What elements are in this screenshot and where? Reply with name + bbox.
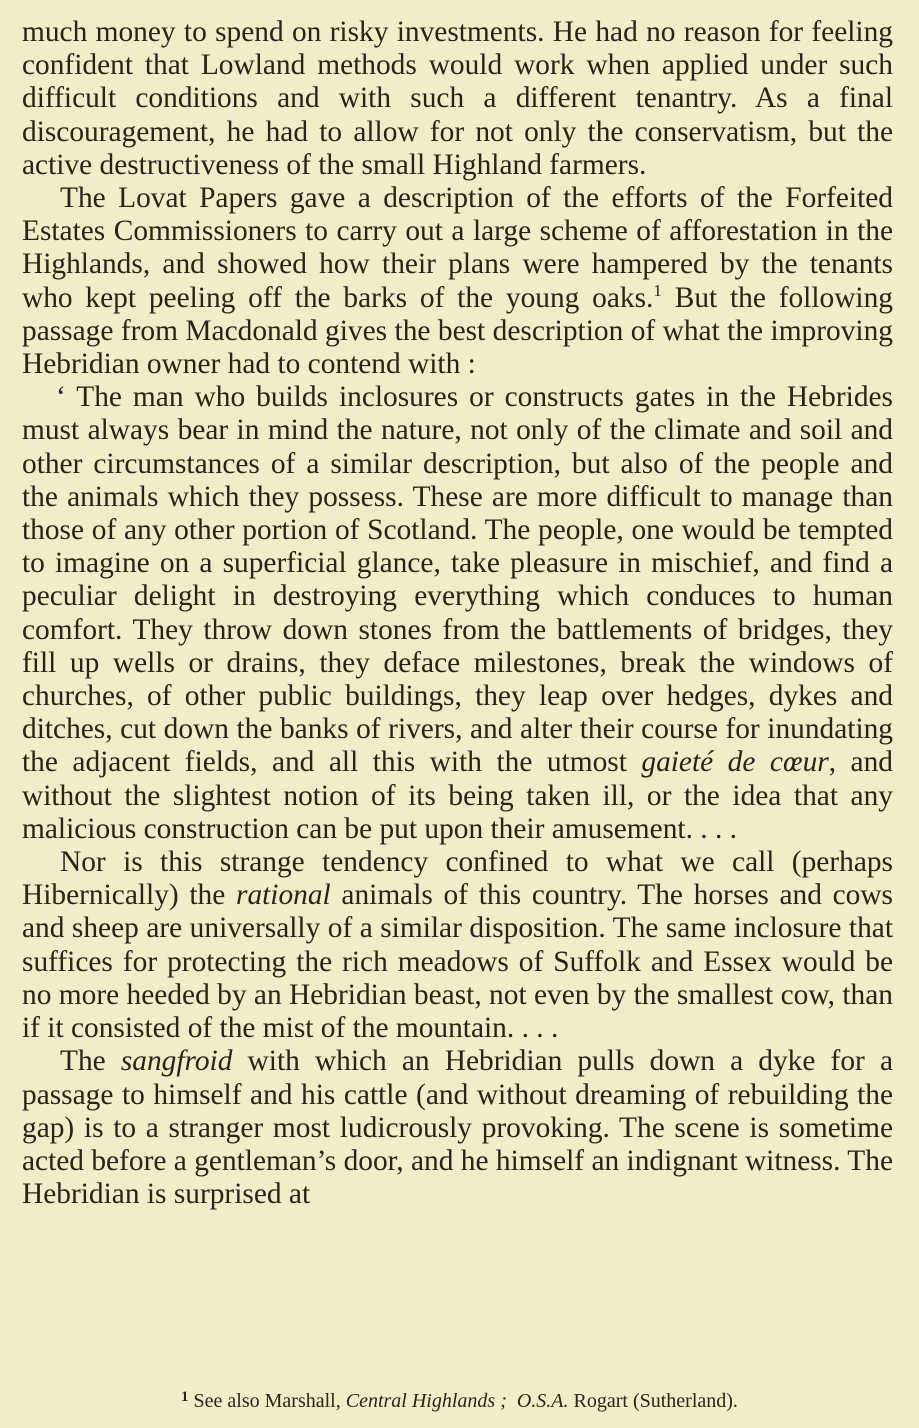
quotation-paragraph-2-text-a: Nor is this strange tendency confined to what we call (perhaps Hibernically) the bbox=[22, 846, 893, 912]
quotation-paragraph-2 bbox=[22, 846, 893, 1045]
footnote-text-a: See also Marshall, bbox=[188, 1390, 346, 1412]
paragraph-2-text-a: The Lovat Papers gave a description of the efforts of the Forfeited Estates Commissioners to carry out a large scheme of afforestation in the Highlands, and showed how their plans were hampered by the tenants who kept peeling off the barks of the young oaks. bbox=[22, 182, 893, 314]
italic-word-sangfroid: sangfroid bbox=[120, 1045, 233, 1078]
footnote-mark: 1 bbox=[181, 1389, 189, 1405]
footnote-text-c: Rogart (Sutherland). bbox=[568, 1390, 738, 1412]
italic-word-rational: rational bbox=[236, 879, 331, 912]
paragraph-1-text: much money to spend on risky investments. He had no reason for feeling confident that Lowland methods would work when applied under such difficult conditions and with such a different tenantry. As a final discouragement, he had to allow for not only the conservatism, but the active destructiveness of the small Highland farmers. bbox=[22, 16, 893, 181]
footnote bbox=[0, 1389, 919, 1413]
footnote-italic-central-highlands: Central Highlands ; bbox=[345, 1390, 507, 1412]
quotation-paragraph-1-text-a: ‘ The man who builds inclosures or constructs gates in the Hebrides must always bear in mind the nature, not only of the climate and soil and other circumstances of a similar description, but also of the people and the animals which they possess. These are more difficult to manage than those of any other portion of Scotland. The people, one would be tempted to imagine on a superficial glance, take pleasure in mischief, and find a peculiar delight in destroying everything which conduces to human comfort. They throw down stones from the battlements of bridges, they fill up wells or drains, they deface milestones, break the windows of churches, of other public buildings, they leap over hedges, dykes and ditches, cut down the banks of rivers, and alter their course for inundating the adjacent fields, and all this with the utmost bbox=[22, 381, 893, 779]
quotation-paragraph-1-text-b: , and without the slightest notion of its being taken ill, or the idea that any malicious construction can be put upon their amusement. . . . bbox=[22, 746, 893, 845]
footnote-italic-osa: O.S.A. bbox=[516, 1390, 569, 1412]
quotation-paragraph-1 bbox=[22, 381, 893, 846]
paragraph-2 bbox=[22, 182, 893, 381]
italic-phrase-gaiete: gaieté de cœur bbox=[641, 746, 829, 779]
quotation-paragraph-3-text-b: with which an Hebridian pulls down a dyke for a passage to himself and his cattle (and without dreaming of rebuilding the gap) is to a stranger most ludicrously provoking. The scene is sometime acted before a gentleman’s door, and he himself an indignant witness. The Hebridian is surprised at bbox=[22, 1045, 893, 1211]
quotation-paragraph-2-text-b: animals of this country. The horses and cows and sheep are universally of a similar disposition. The same inclosure that suffices for protecting the rich meadows of Suffolk and Essex would be no more heeded by an Hebridian beast, not even by the smallest cow, than if it consisted of the mist of the mountain. . . . bbox=[22, 879, 893, 1045]
footnote-text-b bbox=[507, 1390, 517, 1412]
footnote-reference: 1 bbox=[653, 280, 662, 300]
paragraph-1 bbox=[22, 16, 893, 182]
quotation-paragraph-3 bbox=[22, 1045, 893, 1211]
page-body bbox=[22, 16, 893, 1211]
paragraph-2-text-b: But the following passage from Macdonald gives the best description of what the improving Hebridian owner had to contend with : bbox=[22, 281, 893, 381]
quotation-paragraph-3-text-a: The bbox=[60, 1045, 121, 1078]
